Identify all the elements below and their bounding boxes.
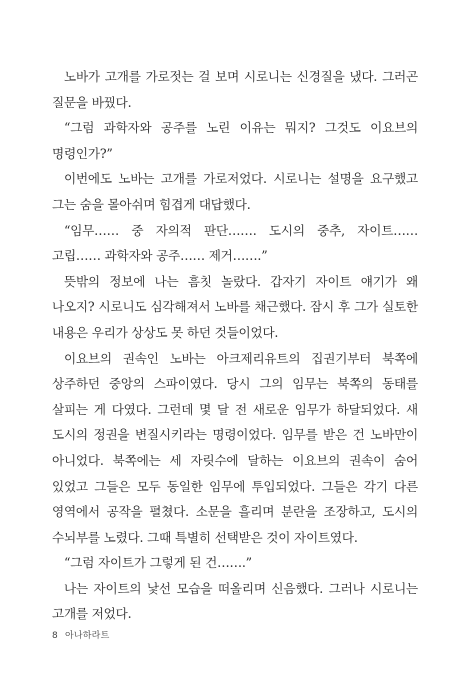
paragraph-7: “그럼 자이트가 그렇게 된 건…….” <box>64 555 252 571</box>
paragraph-8: 나는 자이트의 낯선 모습을 떠올리며 신음했다. 그러나 시로니는 고개를 저었다. <box>52 580 418 622</box>
body-text <box>52 64 418 627</box>
paragraph-6: 이요브의 권속인 노바는 아크제리유트의 집권기부터 북쪽에 상주하던 중앙의 스파이였다. 당시 그의 임무는 북쪽의 동태를 살피는 게 다였다. 그런데 몇 달 전 새로운 임무가 하달되었다. 새 도시의 정권을 변질시키라는 명령이었다. 임무를 받은 건 노바만이 아니었다. 북쪽에는 세 자릿수에 달하는 이요브의 권속이 숨어 있었고 그들은 모두 동일한 임무에 투입되었다. 그들은 각기 다른 영역에서 공작을 펼쳤다. 소문을 흘리며 분란을 조장하고, 도시의 수뇌부를 노렸다. 그때 특별히 선택받은 것이 자이트였다. <box>52 350 418 545</box>
paragraph-3: 이번에도 노바는 고개를 가로저었다. 시로니는 설명을 요구했고 그는 숨을 몰아쉬며 힘겹게 대답했다. <box>52 171 418 212</box>
page-number: 8 <box>52 631 58 641</box>
paragraph-1: 노바가 고개를 가로젓는 걸 보며 시로니는 신경질을 냈다. 그러곤 질문을 바꿨다. <box>52 69 418 110</box>
paragraph-2: “그럼 과학자와 공주를 노린 이유는 뭐지? 그것도 이요브의 명령인가?” <box>52 120 418 161</box>
paragraph-5: 뜻밖의 정보에 나는 흠칫 놀랐다. 갑자기 자이트 얘기가 왜 나오지? 시로니도 심각해져서 노바를 채근했다. 잠시 후 그가 실토한 내용은 우리가 상상도 못 하던 것들이었다. <box>52 273 418 340</box>
page-footer <box>52 628 109 641</box>
book-title: 아나하라트 <box>65 631 110 641</box>
paragraph-4: “임무…… 중 자의적 판단……. 도시의 중추, 자이트…… 고립…… 과학자와 공주…… 제거…….” <box>52 222 418 264</box>
